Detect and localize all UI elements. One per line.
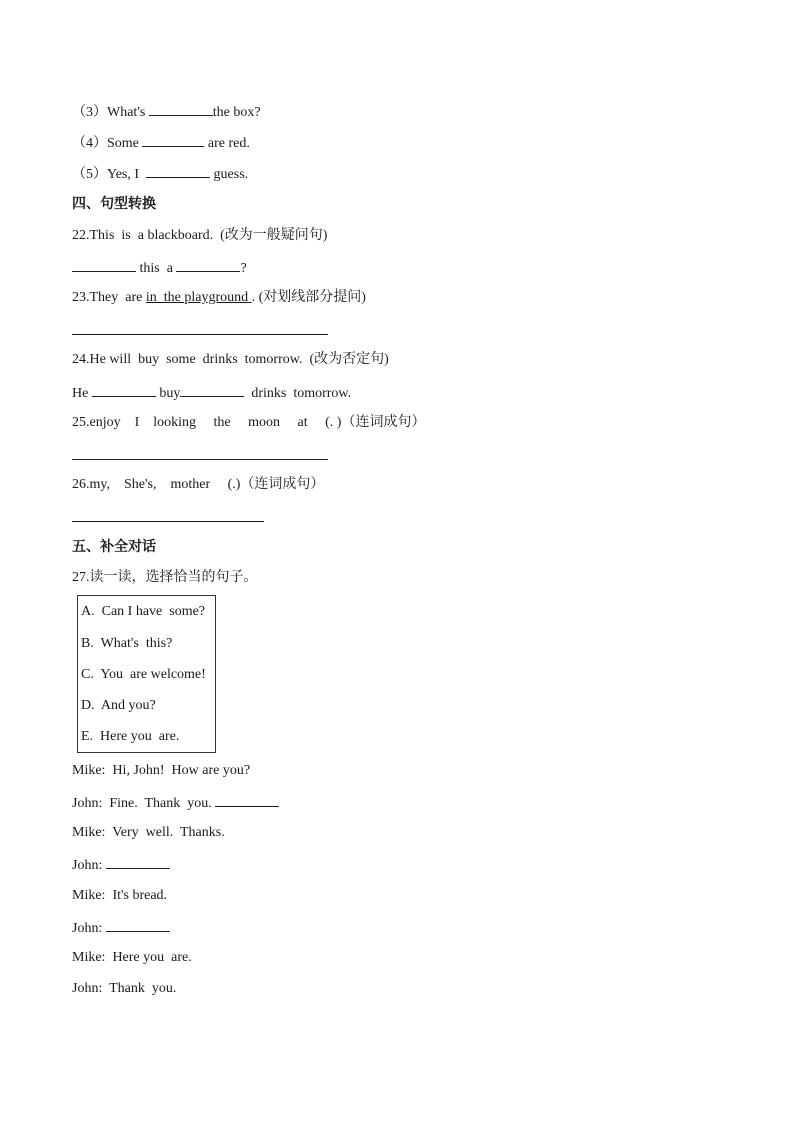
dialogue-text: John: Fine. Thank you.	[72, 796, 216, 811]
answer-text: this a	[136, 261, 177, 276]
item-4	[72, 132, 250, 154]
option-a: A. Can I have some?	[81, 604, 206, 619]
answer-blank[interactable]	[215, 792, 279, 807]
section-heading: 四、句型转换	[72, 196, 156, 212]
item-5	[72, 163, 248, 185]
question-text: 23.They are	[72, 290, 146, 305]
item-text: guess.	[210, 167, 249, 182]
section-heading: 五、补全对话	[72, 539, 156, 555]
dialogue-line	[72, 917, 170, 939]
item-text: Some	[107, 136, 143, 151]
answer-blank[interactable]	[176, 257, 240, 272]
item-number: （3）	[72, 105, 107, 120]
underlined-phrase: in the playground	[145, 290, 252, 305]
answer-blank[interactable]	[106, 917, 170, 932]
item-number: （4）	[72, 136, 107, 151]
answer-blank[interactable]	[146, 163, 210, 178]
answer-text: He	[72, 386, 92, 401]
question-24: 24.He will buy some drinks tomorrow. (改为否定句)	[72, 352, 389, 367]
answer-blank[interactable]	[72, 257, 136, 272]
answer-line[interactable]	[72, 521, 264, 522]
dialogue-line	[72, 854, 170, 876]
answer-line[interactable]	[72, 459, 328, 460]
dialogue-line: Mike: Hi, John! How are you?	[72, 763, 251, 778]
item-text: Yes, I	[107, 167, 147, 182]
option-b: B. What's this?	[81, 636, 173, 651]
dialogue-line: Mike: Here you are.	[72, 950, 192, 965]
answer-blank[interactable]	[180, 382, 244, 397]
option-c: C. You are welcome!	[81, 667, 206, 682]
question-22: 22.This is a blackboard. (改为一般疑问句)	[72, 228, 328, 243]
answer-text: ?	[240, 261, 247, 276]
answer-line[interactable]	[72, 334, 328, 335]
item-text: What's	[107, 105, 149, 120]
answer-text: drinks tomorrow.	[244, 386, 352, 401]
answer-text: buy	[155, 386, 181, 401]
item-3	[72, 101, 261, 123]
question-23	[72, 288, 366, 308]
option-d: D. And you?	[81, 698, 156, 713]
question-26: 26.my, She's, mother (.)（连词成句）	[72, 477, 325, 492]
question-text: . (对划线部分提问)	[251, 290, 366, 305]
question-27: 27.读一读，选择恰当的句子。	[72, 570, 258, 585]
answer-blank[interactable]	[106, 854, 170, 869]
options-box	[77, 595, 216, 753]
item-number: （5）	[72, 167, 107, 182]
dialogue-line: Mike: It's bread.	[72, 888, 168, 903]
question-25: 25.enjoy I looking the moon at (. )（连词成句）	[72, 415, 426, 430]
dialogue-line	[72, 792, 279, 814]
answer-blank[interactable]	[92, 382, 156, 397]
dialogue-line: Mike: Very well. Thanks.	[72, 825, 225, 840]
dialogue-text: John:	[72, 921, 106, 936]
dialogue-line: John: Thank you.	[72, 981, 177, 996]
dialogue-text: John:	[72, 858, 106, 873]
answer-blank[interactable]	[142, 132, 204, 147]
answer-blank[interactable]	[149, 101, 213, 116]
question-24-answer	[72, 382, 351, 404]
question-22-answer	[72, 257, 247, 279]
item-text: are red.	[204, 136, 250, 151]
option-e: E. Here you are.	[81, 729, 180, 744]
item-text: the box?	[212, 105, 261, 120]
